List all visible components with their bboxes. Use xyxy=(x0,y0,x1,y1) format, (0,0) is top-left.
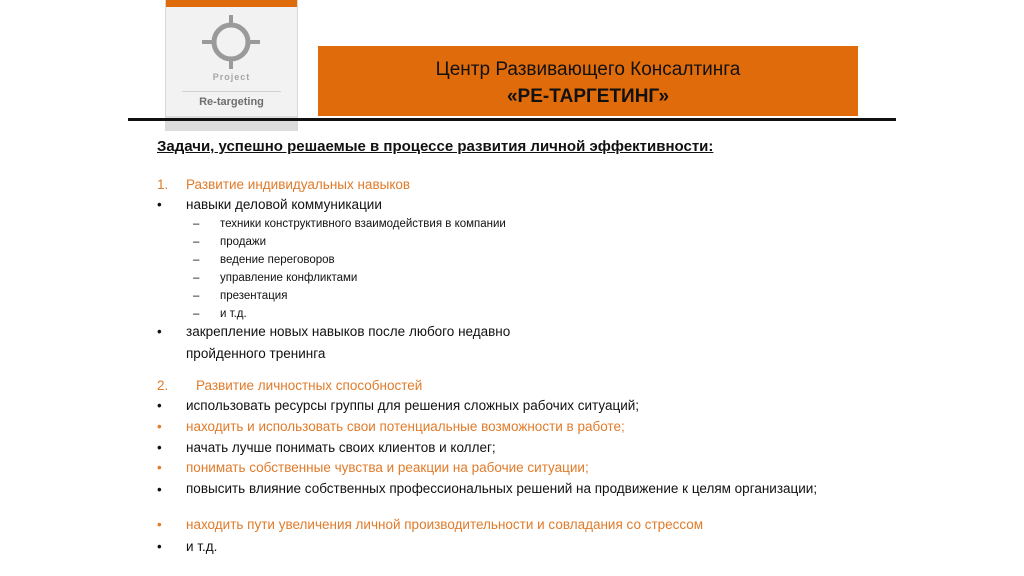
list-item-text: закрепление новых навыков после любого недавно xyxy=(186,324,511,339)
section1-title-text: Развитие индивидуальных навыков xyxy=(186,177,411,192)
list-item-text: пройденного тренинга xyxy=(186,346,326,361)
bullet: • xyxy=(157,197,162,212)
list-item-text: находить и использовать свои потенциальные возможности в работе; xyxy=(186,419,625,434)
logo-word-project: Project xyxy=(212,72,251,82)
bullet: • xyxy=(157,440,162,455)
logo-word-retargeting: Re-targeting xyxy=(199,96,264,108)
list-item-text: повысить влияние собственных профессиональных решений на продвижение к целям организации; xyxy=(186,481,818,496)
bullet: • xyxy=(157,460,162,475)
list-item-text: понимать собственные чувства и реакции на рабочие ситуации; xyxy=(186,460,589,475)
sub-list-item-text: продажи xyxy=(220,236,266,248)
page-heading: Задачи, успешно решаемые в процессе развития личной эффективности: xyxy=(157,138,714,155)
list-item-text: навыки деловой коммуникации xyxy=(186,197,382,212)
header-divider xyxy=(128,118,896,121)
list-item-text: находить пути увеличения личной производительности и совладания со стрессом xyxy=(186,517,704,532)
sub-list-item-text: презентация xyxy=(220,290,288,302)
dash: – xyxy=(193,290,200,302)
logo-divider xyxy=(182,91,281,92)
bullet: • xyxy=(157,398,162,413)
list-item-text: начать лучше понимать своих клиентов и коллег; xyxy=(186,440,496,455)
section2-title-text: Развитие личностных способностей xyxy=(196,378,423,393)
list-item-text: использовать ресурсы группы для решения сложных рабочих ситуаций; xyxy=(186,398,640,413)
dash: – xyxy=(193,254,200,266)
target-icon xyxy=(199,14,263,70)
dash: – xyxy=(193,308,200,320)
dash: – xyxy=(193,218,200,230)
header-title-line1: Центр Развивающего Консалтинга xyxy=(435,59,741,80)
sub-list-item-text: ведение переговоров xyxy=(220,254,335,266)
header-title-line2: «РЕ-ТАРГЕТИНГ» xyxy=(506,86,670,107)
dash: – xyxy=(193,236,200,248)
bullet: • xyxy=(157,419,162,434)
sub-list-item-text: и т.д. xyxy=(220,308,247,320)
logo-accent-bar xyxy=(166,0,297,7)
bullet: • xyxy=(157,517,162,532)
dash: – xyxy=(193,272,200,284)
bullet: • xyxy=(157,482,162,497)
list-item-text: и т.д. xyxy=(186,539,218,554)
bullet: • xyxy=(157,539,162,554)
header-banner xyxy=(318,46,858,116)
sub-list-item-text: управление конфликтами xyxy=(220,272,358,284)
sub-list-item-text: техники конструктивного взаимодействия в компании xyxy=(220,218,506,230)
logo xyxy=(165,0,298,131)
section2-number: 2. xyxy=(157,378,169,393)
bullet: • xyxy=(157,324,162,339)
section1-number: 1. xyxy=(157,177,169,192)
